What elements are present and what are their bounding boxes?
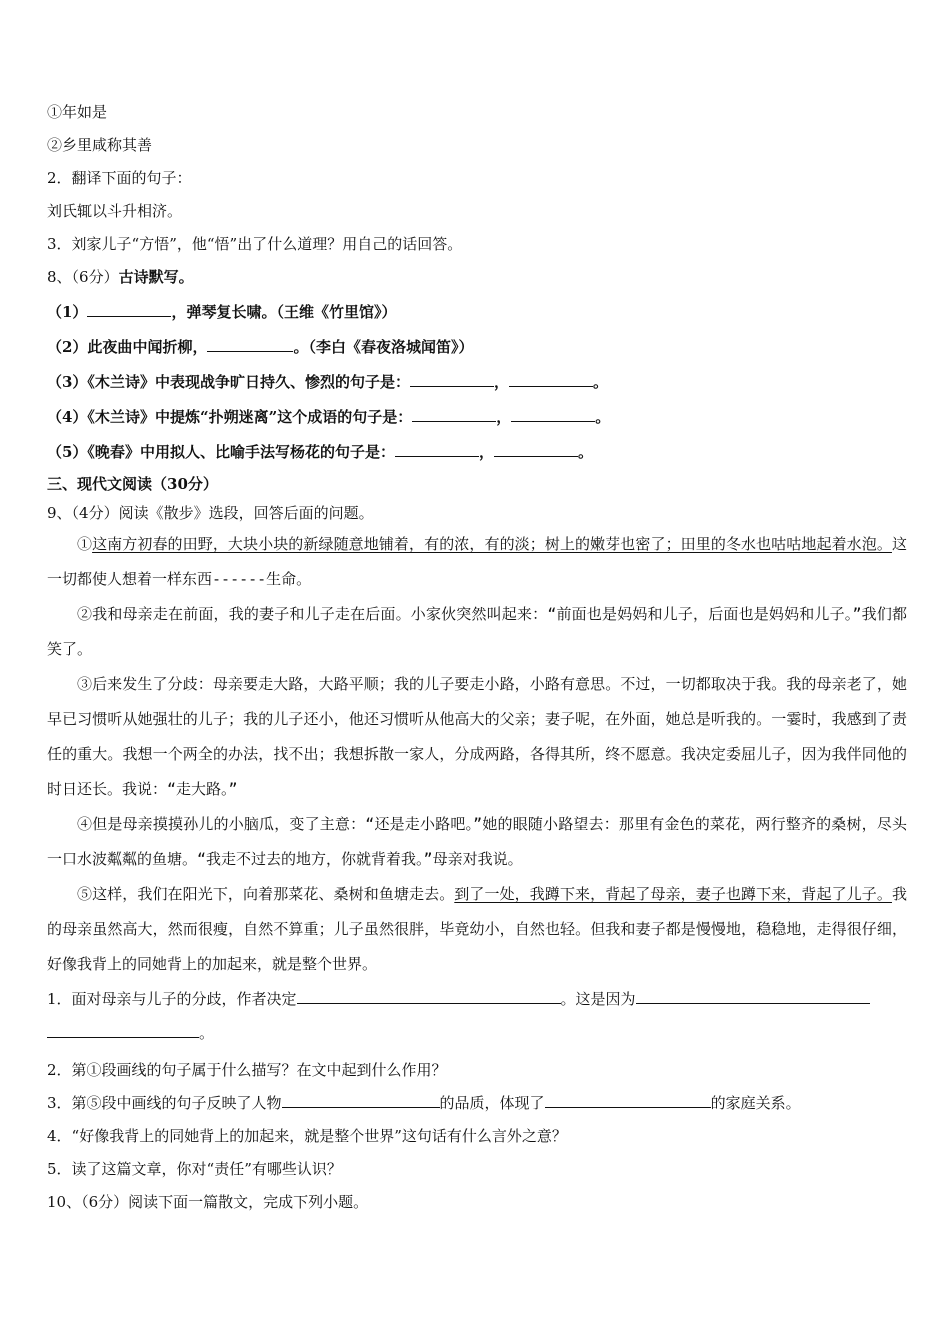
answer-blank[interactable]	[297, 989, 561, 1004]
passage-paragraph-3: ③后来发生了分歧：母亲要走大路，大路平顺；我的儿子要走小路，小路有意思。不过，一切都取决于我。我的母亲老了，她早已习惯听从她强壮的儿子；我的儿子还小，他还习惯听从他高大的父亲；妻子呢，在外面，她总是听我的。一霎时，我感到了责任的重大。我想一个两全的办法，找不出；我想拆散一家人，分成两路，各得其所，终不愿意。我决定委屈儿子，因为我伴同他的时日还长。我说：“走大路。”	[47, 675, 907, 798]
q7-sub2-title: 2．翻译下面的句子：	[47, 169, 192, 187]
q8-item-2: （2）此夜曲中闻折柳， 。（李白《春夜洛城闻笛》）	[47, 338, 474, 356]
passage-paragraph-1: ①这南方初春的田野，大块小块的新绿随意地铺着，有的浓，有的淡；树上的嫩芽也密了；田里的冬水也咕咕地起着水泡。这一切都使人想着一样东西------生命。	[47, 535, 907, 588]
exam-page	[47, 96, 907, 1219]
q7-word-2: ②乡里咸称其善	[47, 136, 153, 154]
q8-item-1: （1） ，弹琴复长啸。（王维《竹里馆》）	[47, 303, 397, 321]
answer-blank[interactable]	[511, 407, 595, 422]
q9-sub3: 3．第⑤段中画线的句子反映了人物 的品质，体现了 的家庭关系。	[47, 1094, 801, 1112]
answer-blank[interactable]	[412, 407, 496, 422]
q8-title: 古诗默写。	[118, 268, 194, 286]
q8-heading	[47, 261, 907, 294]
q9-intro: 9、（4分）阅读《散步》选段，回答后面的问题。	[47, 504, 374, 522]
answer-blank[interactable]	[395, 442, 479, 457]
underlined-sentence: 这南方初春的田野，大块小块的新绿随意地铺着，有的浓，有的淡；树上的嫩芽也密了；田里的冬水也咕咕地起着水泡。	[92, 535, 892, 553]
q8-number: 8、（6分）	[47, 268, 119, 286]
q8-item-3: （3）《木兰诗》中表现战争旷日持久、惨烈的句子是： ， 。	[47, 373, 608, 391]
answer-blank[interactable]	[282, 1093, 440, 1108]
passage-paragraph-4: ④但是母亲摸摸孙儿的小脑瓜，变了主意：“还是走小路吧。”她的眼随小路望去：那里有金色的菜花，两行整齐的桑树，尽头一口水波粼粼的鱼塘。“我走不过去的地方，你就背着我。”母亲对我说。	[47, 815, 907, 868]
passage-paragraph-5: ⑤这样，我们在阳光下，向着那菜花、桑树和鱼塘走去。到了一处，我蹲下来，背起了母亲，妻子也蹲下来，背起了儿子。我的母亲虽然高大，然而很瘦，自然不算重；儿子虽然很胖，毕竟幼小，自然也轻。但我和妻子都是慢慢地，稳稳地，走得很仔细，好像我背上的同她背上的加起来，就是整个世界。	[47, 885, 907, 973]
underlined-sentence: 到了一处，我蹲下来，背起了母亲，妻子也蹲下来，背起了儿子。	[454, 885, 892, 903]
q10-intro: 10、（6分）阅读下面一篇散文，完成下列小题。	[47, 1193, 369, 1211]
q7-sub2-sentence: 刘氏辄以斗升相济。	[47, 202, 183, 220]
answer-blank[interactable]	[87, 302, 171, 317]
passage-paragraph-2: ②我和母亲走在前面，我的妻子和儿子走在后面。小家伙突然叫起来：“前面也是妈妈和儿子，后面也是妈妈和儿子。”我们都笑了。	[47, 605, 907, 658]
q9-sub2: 2．第①段画线的句子属于什么描写？在文中起到什么作用？	[47, 1061, 447, 1079]
q8-item-4: （4）《木兰诗》中提炼“扑朔迷离”这个成语的句子是： ， 。	[47, 408, 611, 426]
answer-blank[interactable]	[636, 989, 870, 1004]
answer-blank[interactable]	[494, 442, 578, 457]
answer-blank[interactable]	[509, 372, 593, 387]
q7-word-1: ①年如是	[47, 103, 108, 121]
answer-blank[interactable]	[545, 1093, 711, 1108]
section-3-title: 三、现代文阅读（30分）	[47, 475, 218, 493]
q8-item-5: （5）《晚春》中用拟人、比喻手法写杨花的句子是： ， 。	[47, 443, 593, 461]
q9-sub5: 5．读了这篇文章，你对“责任”有哪些认识？	[47, 1160, 342, 1178]
q7-sub3: 3．刘家儿子“方悟”，他“悟”出了什么道理？用自己的话回答。	[47, 235, 463, 253]
q9-sub1: 1．面对母亲与儿子的分歧，作者决定 。这是因为	[47, 982, 907, 1016]
q9-sub1-cont: 。	[47, 1016, 907, 1050]
answer-blank[interactable]	[207, 337, 293, 352]
answer-blank[interactable]	[47, 1023, 199, 1038]
q9-sub4: 4．“好像我背上的同她背上的加起来，就是整个世界”这句话有什么言外之意？	[47, 1127, 567, 1145]
answer-blank[interactable]	[410, 372, 494, 387]
